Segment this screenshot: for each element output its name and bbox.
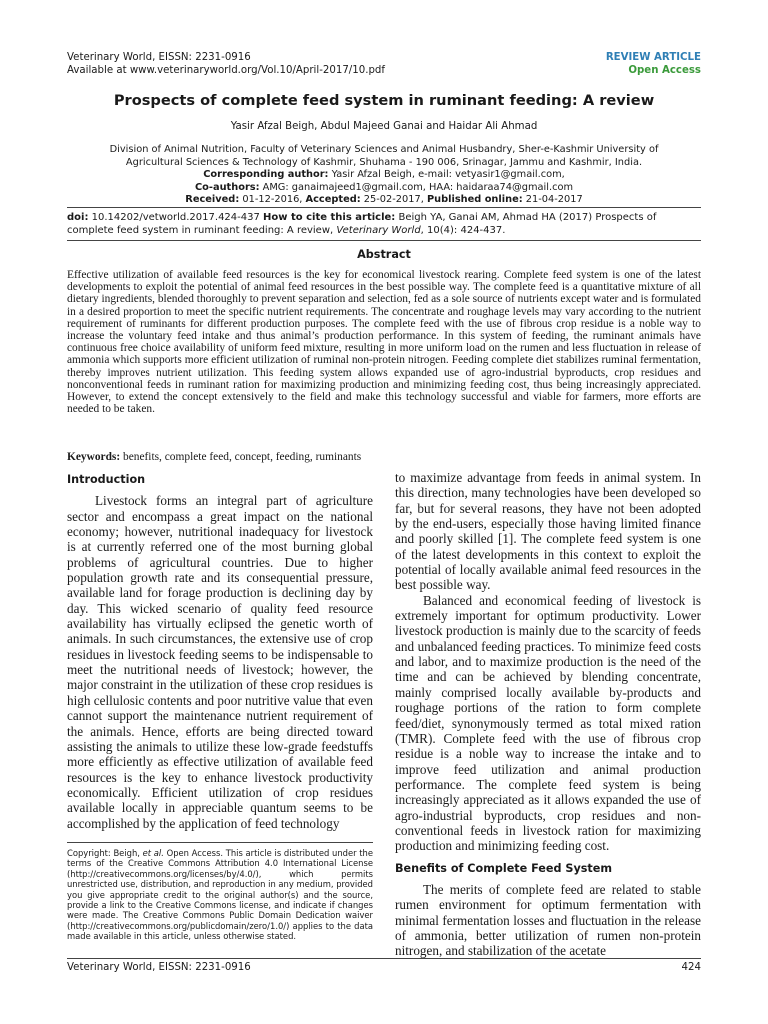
accepted-label: Accepted: (305, 194, 361, 206)
abstract-heading: Abstract (357, 248, 411, 261)
copyright-prefix: Copyright: Beigh, (67, 848, 143, 858)
abstract-text: Effective utilization of available feed resources is the key for economical livestock rearing. Complete feed system is one of the latest developments to exploit the potential of animal feed resources in the best possible way. The complete feed is a quantitative mixture of all dietary ingredients, blended thoroughly to prevent separation and selection, fed as a sole source of nutrients except water and is formulated in a desired proportion to meet the specific nutrient requirements. The concentrate and roughage levels may vary according to the nutrient requirement of ruminants for different production purposes. The complete feed with the use of fibrous crop residue is a noble way to increase the voluntary feed intake and thus animal’s production performance. In this system of feeding, the ruminant animals have continuous free choice availability of uniform feed mixture, resulting in more uniform load on the rumen and less fluctuation in release of ammonia which supports more efficient utilization of ruminal non-protein nitrogen. Feeding complete diet stabilizes ruminal fermentation, thereby improves nutrient utilization. This feeding system allows expanded use of agro-industrial byproducts, crop residues and nonconventional feeds in ruminant ration for maximizing production and minimizing feeding cost, thus being increasingly appreciated. However, to extend the concept extensively to the field and make this technology successful and viable for farmers, more efforts are needed to be taken. (67, 269, 701, 416)
doi-label: doi: (67, 212, 89, 223)
article-url-line (67, 64, 385, 77)
corresponding-label: Corresponding author: (203, 169, 329, 181)
copyright-etal: et al. (142, 848, 164, 858)
journal-header (67, 51, 385, 77)
paper-title: Prospects of complete feed system in ruminant feeding: A review (113, 92, 655, 109)
left-column (67, 472, 373, 831)
open-access-label: Open Access (628, 65, 701, 76)
coauthors-value: AMG: ganaimajeed1@gmail.com, HAA: haidaraa74@gmail.com (259, 181, 573, 193)
doi-citation (67, 212, 701, 238)
affiliation-line-2: Agricultural Sciences & Technology of Kashmir, Shuhama - 190 006, Srinagar, Jammu and Kashmir, India. (125, 156, 643, 168)
keywords-line (67, 451, 701, 463)
article-type-block (606, 51, 701, 77)
received-value: 01-12-2016, (239, 194, 306, 206)
published-value: 21-04-2017 (522, 194, 583, 206)
copyright-text: Open Access. This article is distributed under the terms of the Creative Commons Attribution 4.0 International License (http://creativecommons.org/licenses/by/4.0/), which permits unrestricted use, distribution, and reproduction in any medium, provided you give appropriate credit to the original author(s) and the source, provide a link to the Creative Commons license, and indicate if changes were made. The Creative Commons Public Domain Dedication waiver (http://creativecommons.org/publicdomain/zero/1.0/) applies to the data made available in this article, unless otherwise stated. (67, 848, 373, 942)
article-type: REVIEW ARTICLE (605, 52, 701, 63)
copyright-notice (67, 848, 373, 942)
cite-journal: Veterinary World (336, 224, 421, 236)
copyright-divider (67, 842, 373, 843)
keywords-value: benefits, complete feed, concept, feeding, ruminants (120, 451, 362, 463)
divider-top (67, 207, 701, 208)
page-number: 424 (681, 962, 701, 973)
keywords-label: Keywords: (67, 451, 121, 463)
coauthors-label: Co-authors: (194, 181, 260, 193)
right-paragraph-2: Balanced and economical feeding of livestock is extremely important for optimum productivity. Lower livestock production is mainly due to the scarcity of feeds and unbalanced feeding practices. To minimize feed costs and labor, and to maximize production is the need of the time and can be achieved by blending concentrate, mainly comprised locally available by-products and roughage portions of the ration to form complete feed/diet, synonymously termed as total mixed ration (TMR). Complete feed with the use of fibrous crop residue is a noble way to increase the intake and to improve feed utilization and animal production performance. The complete feed system is being increasingly appreciated as it allows expanded the use of agro-industrial byproducts, crop residues and non-conventional feeds in livestock ration for maximizing production and minimizing feeding cost. (395, 592, 701, 854)
affiliation-block (67, 144, 701, 207)
article-url[interactable]: www.veterinaryworld.org/Vol.10/April-2017/10.pdf (129, 65, 385, 76)
introduction-paragraph: Livestock forms an integral part of agriculture sector and encompass a great impact on the national economy; however, nutritional inadequacy for livestock is at currently referred one of the most burning global problems of agricultural countries. Due to higher population growth rate and its consequential pressure, available land for forage production is declining day by day. This wicked scenario of quality feed resource availability has virtually eclipsed the genetic worth of animals. In such circumstances, the extensive use of crop residues in livestock feeding seems to be indispensable to meet the nutritional needs of livestock; however, the major constraint in the utilization of these crop residues is high cellulosic contents and poor nutritive value that even cannot support the maintenance nutrient requirement of the animals. Hence, efforts are being directed toward assisting the animals to utilize these low-grade feedstuffs more efficiently as effective utilization of available feed resources is the key to enhance livestock productivity economically. Efficient utilization of crop residues available locally in appreciable quantum seems to be accomplished by the application of feed technology (67, 493, 373, 831)
benefits-heading: Benefits of Complete Feed System (395, 861, 612, 875)
cite-tail: , 10(4): 424-437. (420, 224, 506, 236)
right-paragraph-1: to maximize advantage from feeds in animal system. In this direction, many technologies have been developed so far, but for several reasons, they have not been adopted by the end-users, especially those having limited finance and poorly skilled [1]. The complete feed system is one of the latest developments in this context to exploit the potential of locally available animal feed resources in the best possible way. (395, 470, 701, 593)
received-label: Received: (185, 194, 240, 206)
published-label: Published online: (426, 194, 523, 206)
footer-journal: Veterinary World, EISSN: 2231-0916 (67, 962, 251, 973)
doi-value[interactable]: 10.14202/vetworld.2017.424-437 (88, 212, 264, 223)
introduction-heading: Introduction (67, 473, 146, 486)
accepted-value: 25-02-2017, (360, 194, 427, 206)
dates-line (67, 194, 701, 207)
corresponding-author (67, 169, 701, 182)
divider-abstract (67, 240, 701, 241)
cite-value: Beigh YA, Ganai AM, Ahmad HA (2017) Prospects of complete feed system in ruminant feeding: A review, (67, 212, 657, 236)
affiliation-line-1: Division of Animal Nutrition, Faculty of Veterinary Sciences and Animal Husbandry, Sher-e-Kashmir University of (109, 144, 659, 155)
co-authors (67, 182, 701, 195)
corresponding-value: Yasir Afzal Beigh, e-mail: vetyasir1@gmail.com, (328, 169, 565, 181)
available-prefix: Available at (67, 65, 130, 76)
footer-divider (67, 958, 701, 959)
right-column (395, 470, 701, 959)
right-paragraph-3: The merits of complete feed are related to stable rumen environment for optimum fermentation with minimal fermentation losses and fluctuation in the release of ammonia, better utilization of rumen non-protein nitrogen, and stabilization of the acetate (395, 881, 701, 959)
journal-issn: Veterinary World, EISSN: 2231-0916 (67, 52, 251, 63)
cite-label: How to cite this article: (263, 212, 396, 223)
author-list: Yasir Afzal Beigh, Abdul Majeed Ganai and Haidar Ali Ahmad (230, 121, 538, 132)
